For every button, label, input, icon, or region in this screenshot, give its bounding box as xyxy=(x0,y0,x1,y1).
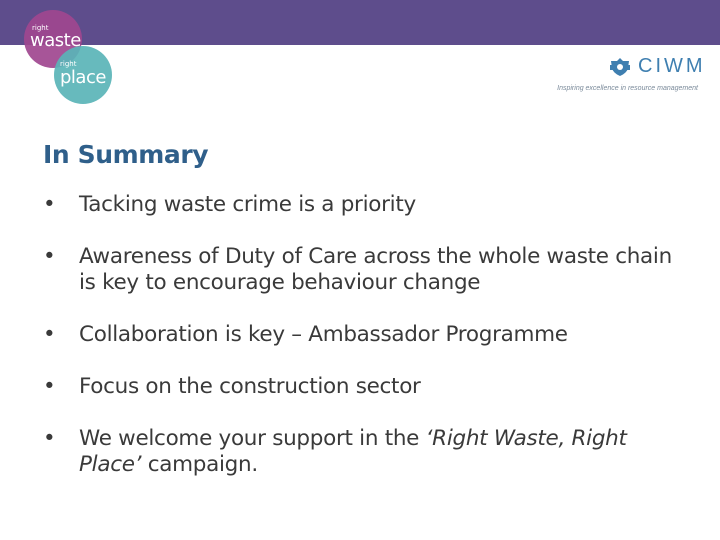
logo-right-label-2: right xyxy=(60,60,77,68)
ciwm-wordmark: CIWM xyxy=(638,55,706,77)
ciwm-logo xyxy=(608,55,718,81)
bullet-text-start: We welcome your support in the xyxy=(79,426,426,451)
bullet-item xyxy=(43,426,683,478)
ciwm-tagline: Inspiring excellence in resource management xyxy=(557,85,698,92)
bullet-dot: • xyxy=(43,322,56,347)
logo-place-word: place xyxy=(60,67,106,88)
bullet-item xyxy=(43,374,683,400)
bullet-text: Tacking waste crime is a priority xyxy=(79,192,416,217)
bullet-text xyxy=(79,426,627,477)
bullet-dot: • xyxy=(43,426,56,451)
campaign-name: ‘Right Waste, Right Place’ xyxy=(79,426,627,477)
summary-bullet-list xyxy=(43,192,683,504)
right-waste-right-place-logo xyxy=(24,10,119,110)
bullet-dot: • xyxy=(43,374,56,399)
bullet-text: Collaboration is key – Ambassador Programme xyxy=(79,322,568,347)
bullet-dot: • xyxy=(43,192,56,217)
bullet-item xyxy=(43,322,683,348)
bullet-item xyxy=(43,244,683,296)
bullet-text: Focus on the construction sector xyxy=(79,374,421,399)
logo-waste-word: waste xyxy=(30,30,81,51)
slide-title: In Summary xyxy=(43,140,209,169)
bullet-text: Awareness of Duty of Care across the whole waste chain is key to encourage behaviour change xyxy=(79,244,672,295)
logo-right-label-1: right xyxy=(32,24,49,32)
crest-icon xyxy=(608,57,632,77)
bullet-text-end: campaign. xyxy=(141,452,258,477)
bullet-dot: • xyxy=(43,244,56,269)
bullet-item xyxy=(43,192,683,218)
